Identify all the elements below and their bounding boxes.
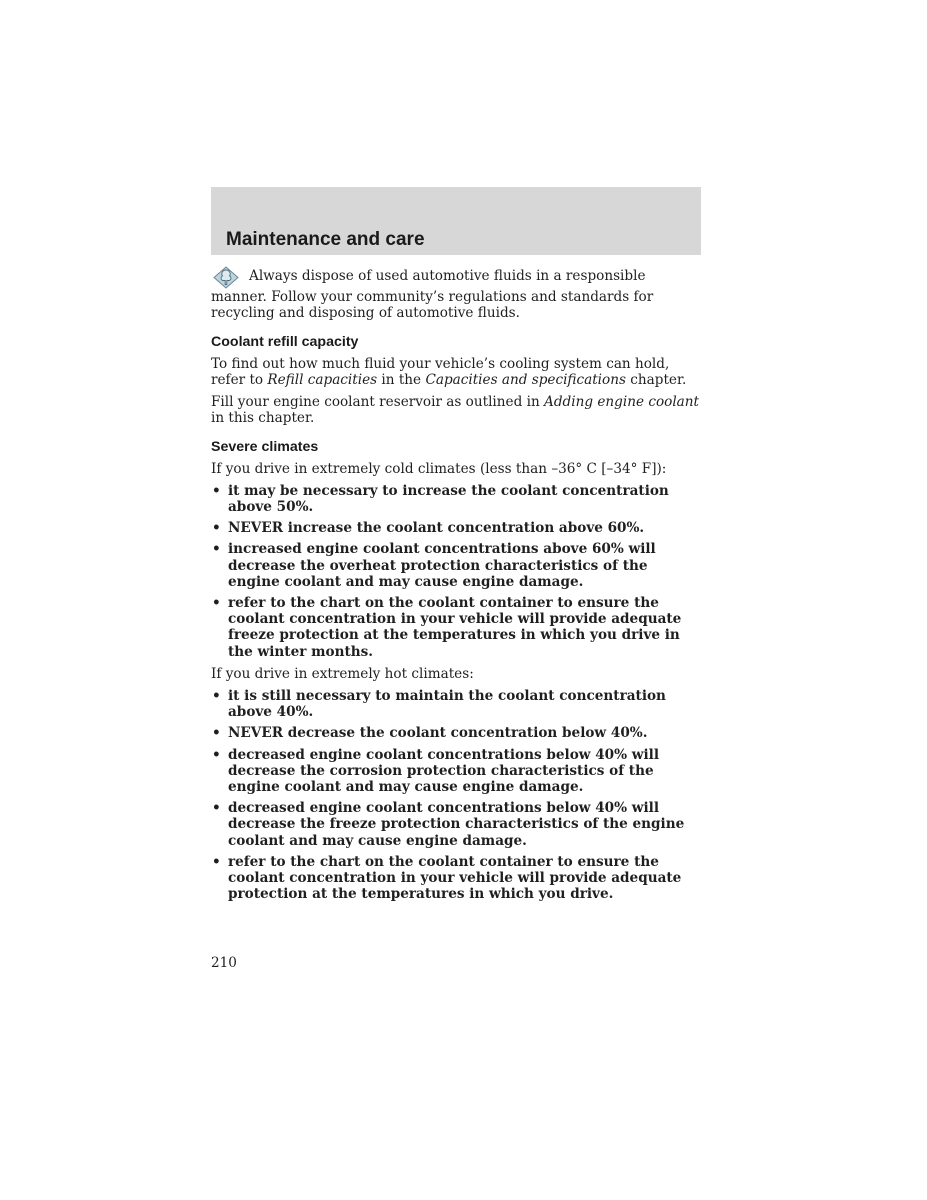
- list-item-text: refer to the chart on the coolant container to ensure the coolant concentration in your vehicle will provide adequate freeze protection at the temperatures in which you drive in the winter months.: [228, 595, 682, 660]
- bullet: •: [212, 800, 221, 817]
- refill-text: Fill your engine coolant reservoir as outlined in: [211, 394, 545, 411]
- refill-text: in this chapter.: [211, 410, 315, 427]
- list-item: [211, 725, 703, 741]
- list-item-text: decreased engine coolant concentrations below 40% will decrease the corrosion protection characteristics of the engine coolant and may cause engine damage.: [228, 746, 659, 796]
- chapter-title: Maintenance and care: [226, 229, 425, 250]
- bullet: •: [212, 746, 221, 763]
- hot-climates-list: [211, 688, 703, 902]
- recycle-icon: [211, 266, 241, 289]
- bullet: •: [212, 688, 221, 705]
- list-item-text: it is still necessary to maintain the coolant concentration above 40%.: [228, 688, 666, 721]
- cold-climates-intro: If you drive in extremely cold climates (less than –36° C [–34° F]):: [211, 460, 667, 477]
- bullet: •: [212, 541, 221, 558]
- list-item-text: NEVER increase the coolant concentration above 60%.: [228, 520, 645, 537]
- list-item: [211, 688, 703, 720]
- list-item: [211, 520, 703, 536]
- list-item: [211, 595, 703, 660]
- list-item-text: NEVER decrease the coolant concentration below 40%.: [228, 725, 648, 742]
- refill-paragraph-2: [211, 394, 703, 426]
- coolant-refill-heading: Coolant refill capacity: [211, 334, 359, 351]
- list-item-text: refer to the chart on the coolant container to ensure the coolant concentration in your vehicle will provide adequate protection at the temperatures in which you drive.: [228, 853, 682, 903]
- list-item: [211, 747, 703, 796]
- list-item-text: it may be necessary to increase the coolant concentration above 50%.: [228, 482, 669, 516]
- chapter-header-band: [211, 187, 701, 255]
- bullet: •: [212, 725, 221, 742]
- list-item-text: increased engine coolant concentrations above 60% will decrease the overheat protection characteristics of the engine coolant and may cause engine damage.: [228, 541, 656, 590]
- bullet: •: [212, 482, 221, 499]
- refill-text: in the: [377, 371, 426, 388]
- page-number: 210: [211, 955, 237, 971]
- cold-climates-list: [211, 483, 703, 660]
- refill-paragraph-1: [211, 356, 703, 388]
- bullet: •: [212, 595, 221, 612]
- list-item: [211, 483, 703, 515]
- list-item: [211, 854, 703, 903]
- severe-climates-heading: Severe climates: [211, 439, 319, 456]
- adding-coolant-reference: Adding engine coolant: [544, 394, 699, 411]
- refill-capacities-reference: Refill capacities: [267, 371, 378, 388]
- capacities-chapter-reference: Capacities and specifications: [425, 371, 626, 388]
- hot-climates-intro: If you drive in extremely hot climates:: [211, 665, 474, 682]
- refill-text: chapter.: [625, 371, 687, 388]
- page-content: [211, 268, 703, 909]
- list-item: [211, 541, 703, 590]
- list-item-text: decreased engine coolant concentrations below 40% will decrease the freeze protection characteristics of the engine coolant and may cause engine damage.: [228, 800, 685, 849]
- recycling-notice-text: Always dispose of used automotive fluids in a responsible manner. Follow your community’s regulations and standards for recycling and disposing of automotive fluids.: [211, 268, 654, 322]
- bullet: •: [212, 853, 221, 870]
- refill-text: To find out how much fluid your vehicle’s cooling system can hold, refer to: [211, 355, 670, 388]
- list-item: [211, 800, 703, 849]
- bullet: •: [212, 520, 221, 537]
- recycling-notice: [211, 268, 703, 321]
